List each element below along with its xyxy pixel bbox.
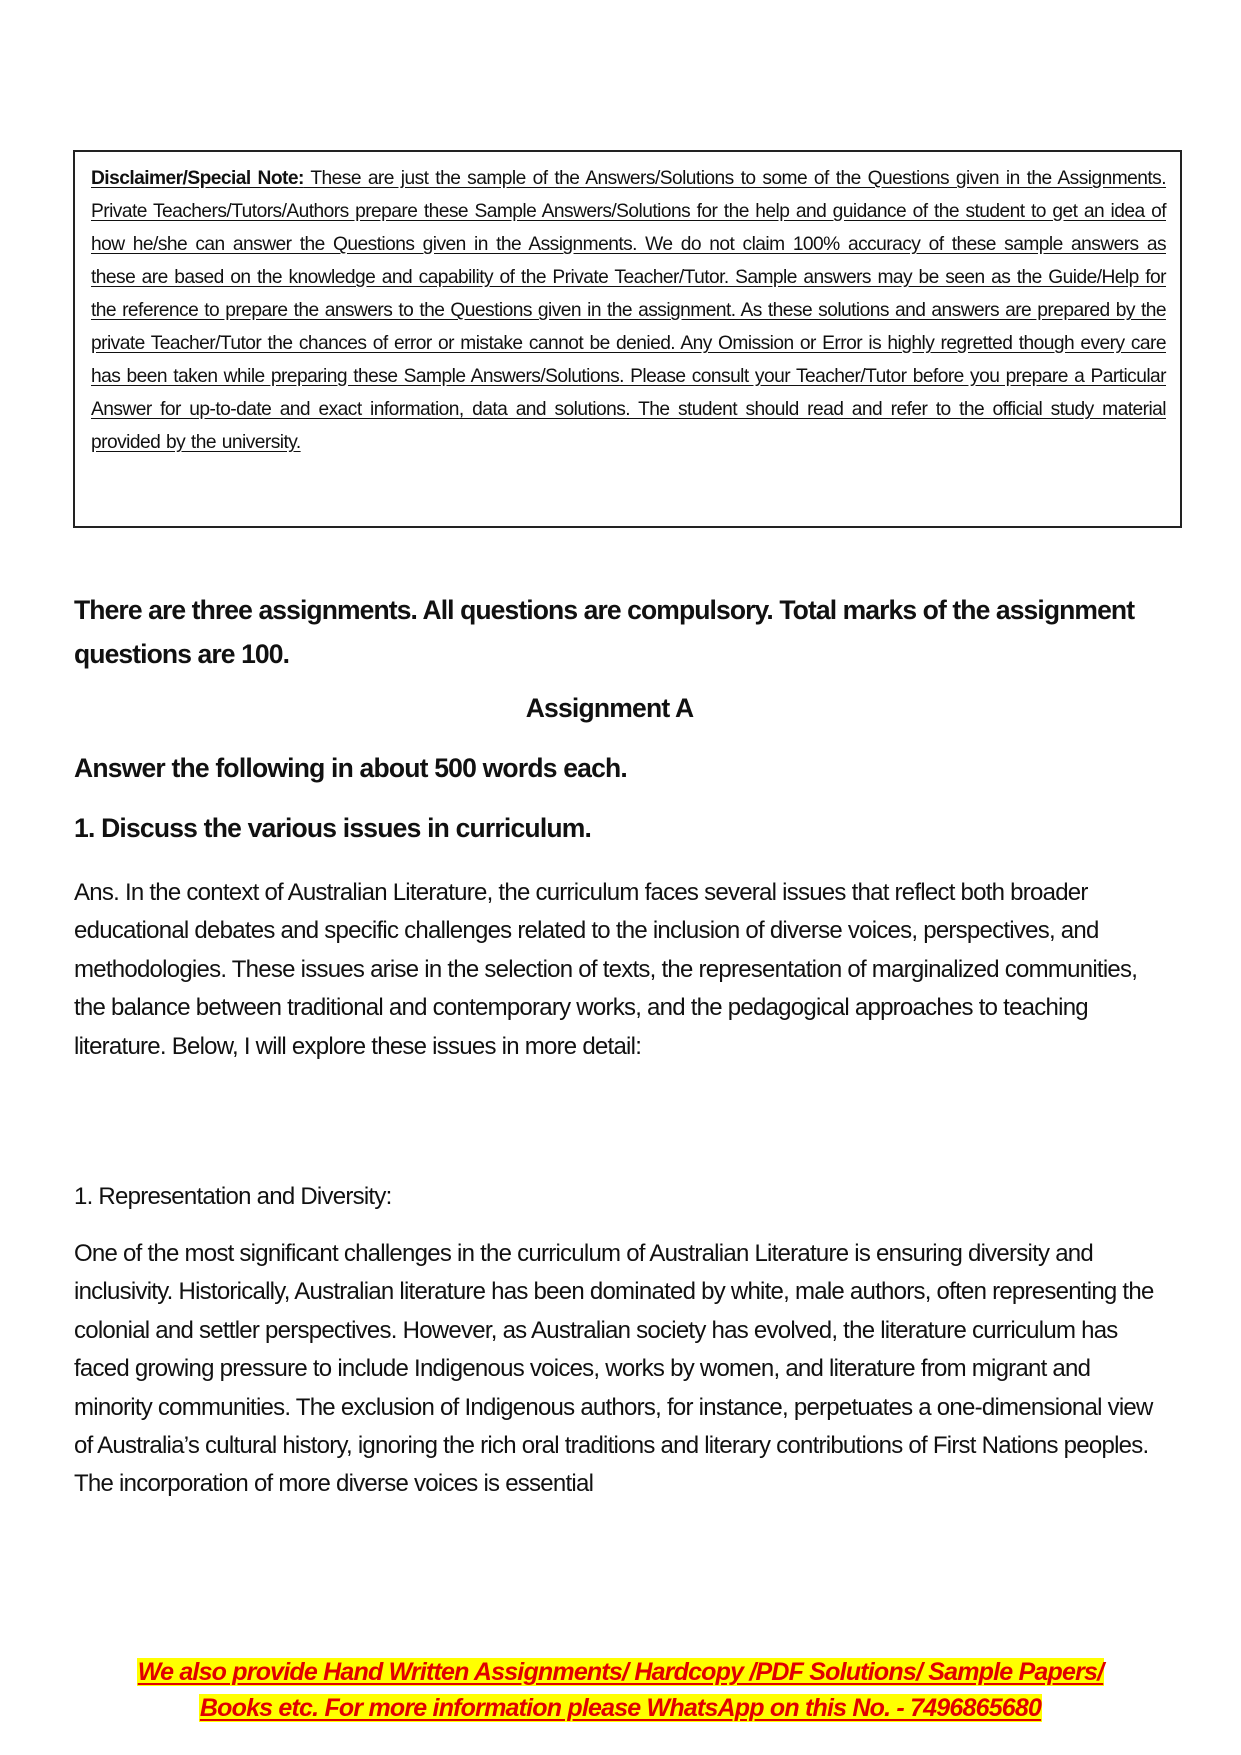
section-heading: 1. Representation and Diversity: bbox=[74, 1183, 392, 1210]
section-body-paragraph: One of the most significant challenges in the curriculum of Australian Literature is ensuring diversity and inclusivity. Historically, Australian literature has been dominated by white, male authors, often representing the colonial and settler perspectives. However, as Australian society has evolved, the literature curriculum has faced growing pressure to include Indigenous voices, works by women, and literature from migrant and minority communities. The exclusion of Indigenous authors, for instance, perpetuates a one-dimensional view of Australia’s cultural history, ignoring the rich oral traditions and literary contributions of First Nations peoples. The incorporation of more diverse voices is essential bbox=[74, 1240, 1154, 1498]
instruction-heading: Answer the following in about 500 words each. bbox=[74, 753, 627, 783]
disclaimer-paragraph bbox=[91, 162, 1166, 459]
assignment-title: Assignment A bbox=[525, 693, 694, 723]
assignment-intro: There are three assignments. All questions are compulsory. Total marks of the assignment questions are 100. bbox=[74, 595, 1135, 669]
disclaimer-body: These are just the sample of the Answers/Solutions to some of the Questions given in the Assignments. Private Teachers/Tutors/Authors prepare these Sample Answers/Solutions for the help and guidance of the student to get an idea of how he/she can answer the Questions given in the Assignments. We do not claim 100% accuracy of these sample answers as these are based on the knowledge and capability of the Private Teacher/Tutor. Sample answers may be seen as the Guide/Help for the reference to prepare the answers to the Questions given in the assignment. As these solutions and answers are prepared by the private Teacher/Tutor the chances of error or mistake cannot be denied. Any Omission or Error is highly regretted though every care has been taken while preparing these Sample Answers/Solutions. Please consult your Teacher/Tutor before you prepare a Particular Answer for up-to-date and exact information, data and solutions. The student should read and refer to the official study material provided by the university. bbox=[91, 168, 1167, 453]
promo-line-1: We also provide Hand Written Assignments/ Hardcopy /PDF Solutions/ Sample Papers/ bbox=[137, 1658, 1104, 1686]
promo-footer bbox=[0, 1654, 1241, 1726]
promo-line-2: Books etc. For more information please WhatsApp on this No. - 7496865680 bbox=[199, 1694, 1042, 1722]
question-heading: 1. Discuss the various issues in curriculum. bbox=[74, 813, 592, 843]
answer-intro-paragraph: Ans. In the context of Australian Literature, the curriculum faces several issues that reflect both broader educational debates and specific challenges related to the inclusion of diverse voices, perspectives, and methodologies. These issues arise in the selection of texts, the representation of marginalized communities, the balance between traditional and contemporary works, and the pedagogical approaches to teaching literature. Below, I will explore these issues in more detail: bbox=[74, 879, 1138, 1060]
disclaimer-box bbox=[73, 150, 1182, 528]
disclaimer-label: Disclaimer/Special Note: bbox=[91, 168, 304, 189]
